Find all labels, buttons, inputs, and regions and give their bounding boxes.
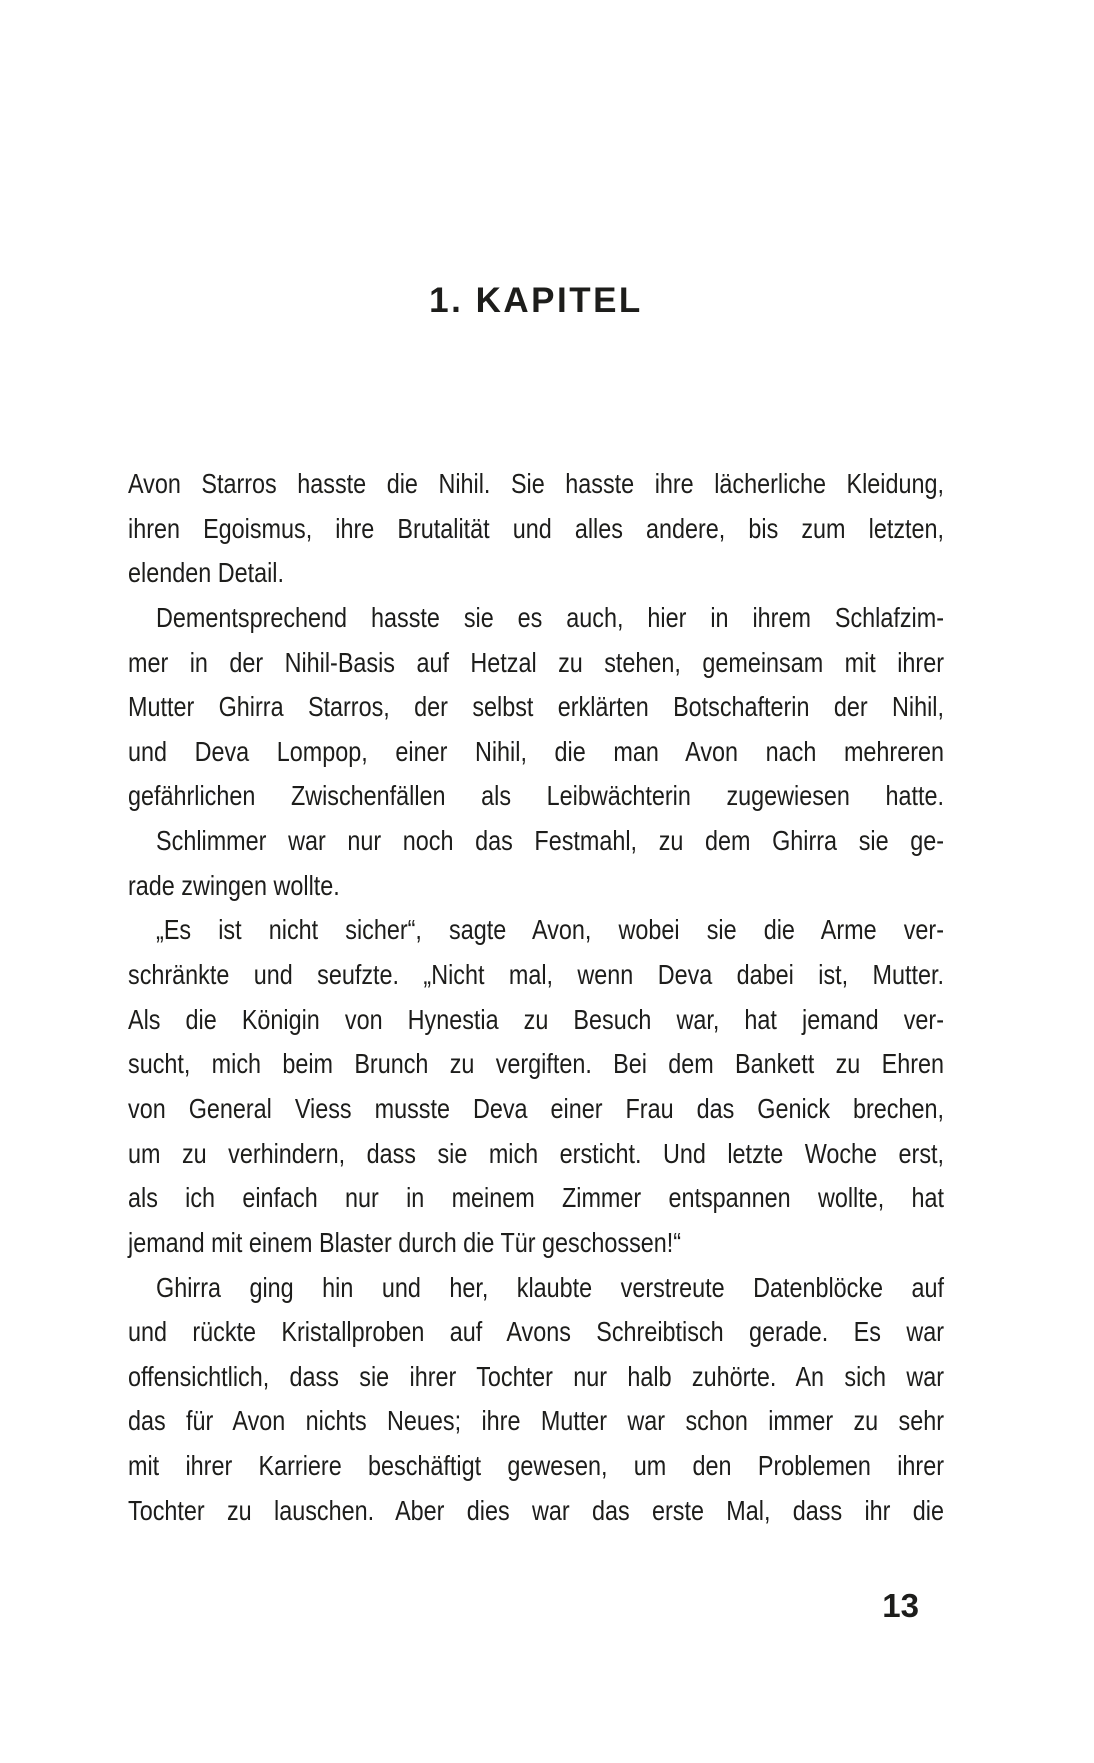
text-line: als ich einfach nur in meinem Zimmer entspannen wollte, hat [128,1182,944,1214]
text-line: rade zwingen wollte. [128,869,340,901]
text-line: Tochter zu lauschen. Aber dies war das erste Mal, dass ihr die [128,1494,944,1526]
text-line: von General Viess musste Deva einer Frau das Genick brechen, [128,1092,944,1124]
text-line: „Es ist nicht sicher“, sagte Avon, wobei sie die Arme ver- [156,914,945,946]
text-line: Avon Starros hasste die Nihil. Sie hasste ihre lächerliche Kleidung, [128,468,944,499]
text-line: ihren Egoismus, ihre Brutalität und alles andere, bis zum letzten, [128,512,944,544]
text-line: Schlimmer war nur noch das Festmahl, zu dem Ghirra sie ge- [156,825,945,857]
text-line: mer in der Nihil-Basis auf Hetzal zu stehen, gemeinsam mit ihrer [128,646,944,678]
text-line: Als die Königin von Hynestia zu Besuch war, hat jemand ver- [128,1003,944,1035]
text-line: das für Avon nichts Neues; ihre Mutter war schon immer zu sehr [128,1405,944,1437]
text-line: und rückte Kristallproben auf Avons Schreibtisch gerade. Es war [128,1316,944,1348]
text-line: gefährlichen Zwischenfällen als Leibwächterin zugewiesen hatte. [128,780,944,812]
text-line: Ghirra ging hin und her, klaubte verstreute Datenblöcke auf [156,1271,945,1303]
text-line: jemand mit einem Blaster durch die Tür geschossen!“ [128,1226,682,1258]
text-line: Dementsprechend hasste sie es auch, hier in ihrem Schlafzim- [156,601,945,633]
text-line: und Deva Lompop, einer Nihil, die man Avon nach mehreren [128,735,944,767]
text-line: Mutter Ghirra Starros, der selbst erklärten Botschafterin der Nihil, [128,691,944,723]
text-line: offensichtlich, dass sie ihrer Tochter nur halb zuhörte. An sich war [128,1360,944,1392]
text-line: sucht, mich beim Brunch zu vergiften. Bei dem Bankett zu Ehren [128,1048,944,1080]
chapter-heading: 1. KAPITEL [429,281,643,320]
text-line: mit ihrer Karriere beschäftigt gewesen, um den Problemen ihrer [128,1450,944,1482]
text-line: um zu verhindern, dass sie mich ersticht. Und letzte Woche erst, [128,1137,944,1169]
text-line: elenden Detail. [128,557,284,589]
text-line: schränkte und seufzte. „Nicht mal, wenn Deva dabei ist, Mutter. [128,959,944,991]
page-number: 13 [882,1587,919,1624]
body-text [128,462,944,1533]
